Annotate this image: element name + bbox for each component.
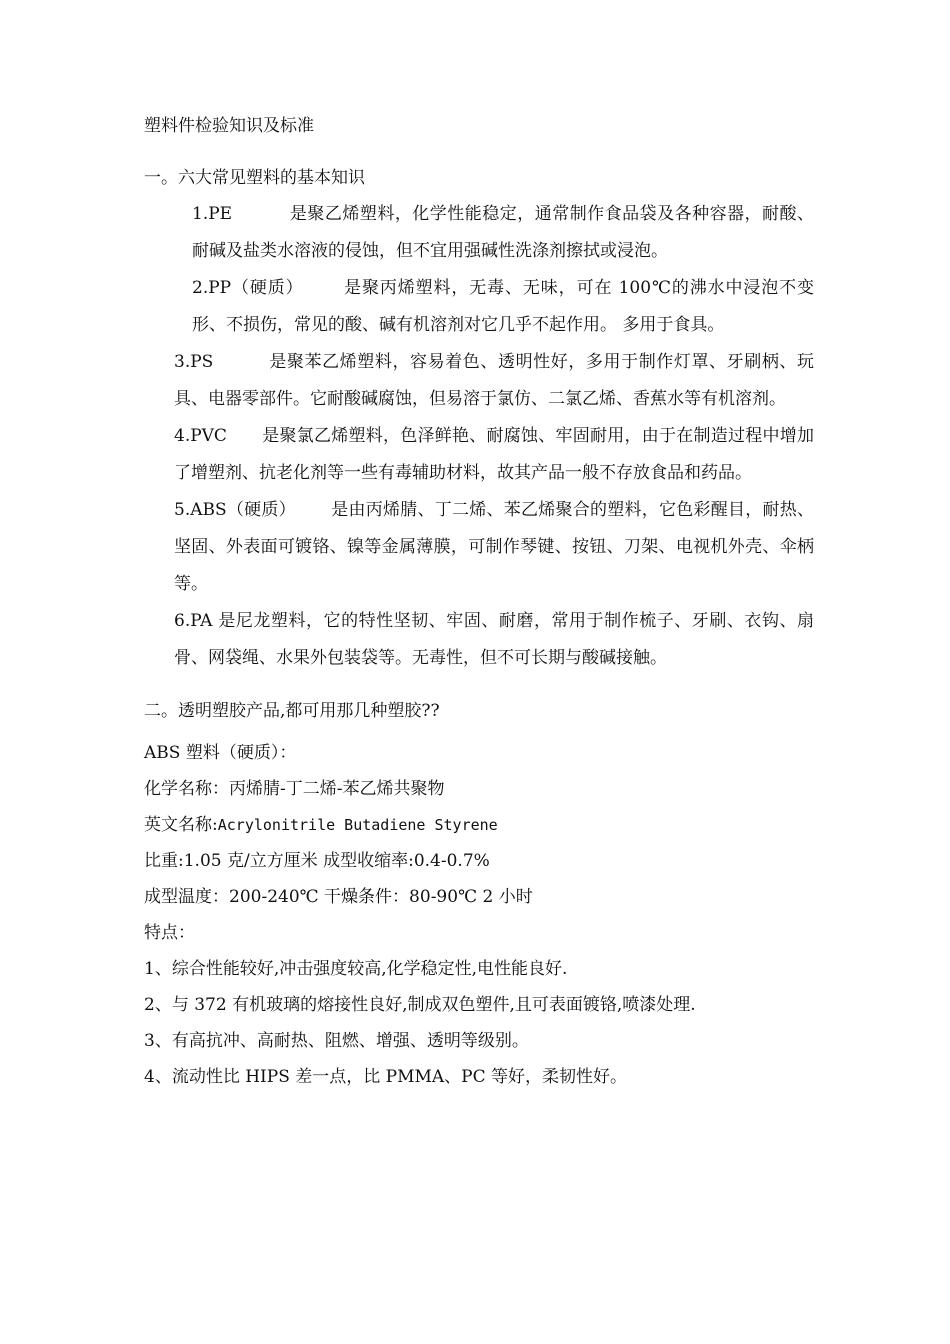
features-label: 特点： xyxy=(144,923,195,943)
document-title: 塑料件检验知识及标准 xyxy=(144,116,314,136)
english-name-line xyxy=(144,807,814,843)
document-page xyxy=(144,108,814,1095)
list-item xyxy=(144,344,814,418)
item-label: 5.ABS（硬质） xyxy=(174,500,296,520)
item-text: 是聚氯乙烯塑料，色泽鲜艳、耐腐蚀、牢固耐用，由于在制造过程中增加了增塑剂、抗老化剂等一些有毒辅助材料，故其产品一般不存放食品和药品。 xyxy=(174,426,814,483)
chemical-name: 化学名称：丙烯腈-丁二烯-苯乙烯共聚物 xyxy=(144,779,445,799)
item-text: 是尼龙塑料，它的特性坚韧、牢固、耐磨，常用于制作梳子、牙刷、衣钩、扇骨、网袋绳、水果外包装袋等。无毒性，但不可长期与酸碱接触。 xyxy=(174,611,815,668)
feature-item: 2、与 372 有机玻璃的熔接性良好,制成双色塑件,且可表面镀铬,喷漆处理. xyxy=(144,995,696,1015)
list-item xyxy=(144,603,814,677)
english-name: Acrylonitrile Butadiene Styrene xyxy=(217,816,498,834)
item-text: 是由丙烯腈、丁二烯、苯乙烯聚合的塑料，它色彩醒目，耐热、坚固、外表面可镀铬、镍等金属薄膜，可制作琴键、按钮、刀架、电视机外壳、伞柄等。 xyxy=(174,500,815,594)
list-item xyxy=(144,270,814,344)
feature-item: 4、流动性比 HIPS 差一点，比 PMMA、PC 等好，柔韧性好。 xyxy=(144,1067,628,1087)
density-line: 比重:1.05 克/立方厘米 成型收缩率:0.4-0.7% xyxy=(144,851,490,871)
material-name: ABS 塑料（硬质）： xyxy=(144,743,297,763)
section2-heading: 二。透明塑胶产品,都可用那几种塑胶?? xyxy=(144,701,440,721)
item-text: 是聚乙烯塑料，化学性能稳定，通常制作食品袋及各种容器，耐酸、耐碱及盐类水溶液的侵蚀，但不宜用强碱性洗涤剂擦拭或浸泡。 xyxy=(192,204,815,261)
list-item xyxy=(144,492,814,603)
molding-line: 成型温度：200-240℃ 干燥条件：80-90℃ 2 小时 xyxy=(144,887,533,907)
section1-heading: 一。六大常见塑料的基本知识 xyxy=(144,168,365,188)
item-label: 2.PP（硬质） xyxy=(192,278,304,298)
english-name-label: 英文名称: xyxy=(144,815,218,835)
item-label: 4.PVC xyxy=(174,426,227,446)
feature-item: 1、综合性能较好,冲击强度较高,化学稳定性,电性能良好. xyxy=(144,959,568,979)
list-item xyxy=(144,196,814,270)
item-label: 1.PE xyxy=(192,204,233,224)
item-text: 是聚苯乙烯塑料，容易着色、透明性好，多用于制作灯罩、牙刷柄、玩具、电器零部件。它耐酸碱腐蚀，但易溶于氯仿、二氯乙烯、香蕉水等有机溶剂。 xyxy=(174,352,815,409)
item-text: 是聚丙烯塑料，无毒、无味，可在 100℃的沸水中浸泡不变形、不损伤，常见的酸、碱有机溶剂对它几乎不起作用。 多用于食具。 xyxy=(192,278,815,335)
feature-item: 3、有高抗冲、高耐热、阻燃、增强、透明等级别。 xyxy=(144,1031,529,1051)
item-label: 6.PA xyxy=(174,611,213,631)
item-label: 3.PS xyxy=(174,352,214,372)
list-item xyxy=(144,418,814,492)
